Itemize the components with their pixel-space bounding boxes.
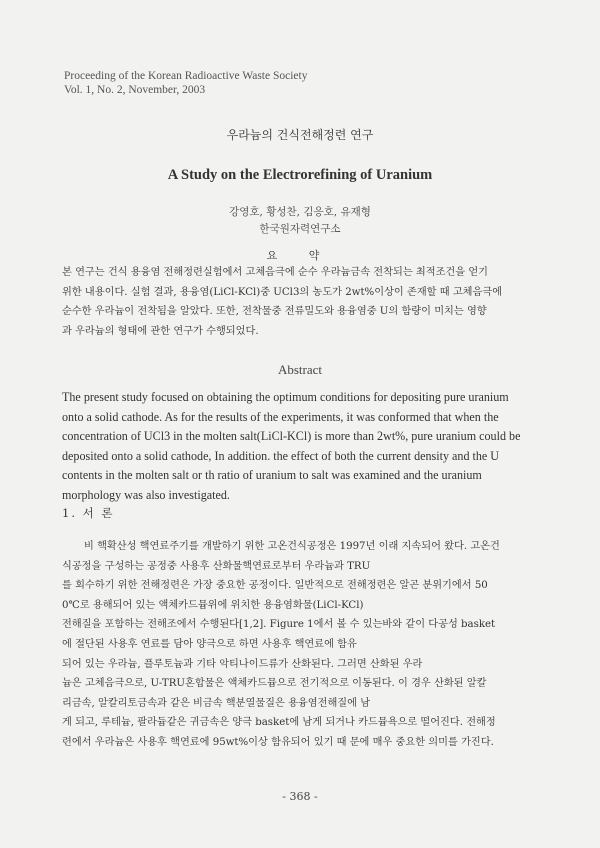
abstract-line: contents in the molten salt or th ratio of uranium to salt was examined and the uranium	[62, 468, 482, 482]
journal-header	[64, 69, 307, 97]
abstract-line: The present study focused on obtaining the optimum conditions for depositing pure uranium	[62, 390, 509, 404]
summary-line: 순수한 우라늄이 전착됨을 알았다. 또한, 전착물중 전류밀도와 용융염중 U의 함량이 미치는 영향	[62, 306, 487, 317]
body-line: 에 절단된 사용후 연료를 담아 양극으로 하면 사용후 핵연료에 함유	[62, 638, 357, 650]
abstract-line: deposited onto a solid cathode, In addition. the effect of both the current density and the U	[62, 448, 500, 463]
body-line: 리금속, 알칼리토금속과 같은 비금속 핵분열물질은 용융염전해질에 남	[62, 697, 371, 709]
korean-summary	[62, 263, 540, 341]
abstract-line: onto a solid cathode. As for the results of the experiments, it was conformed that when the	[62, 409, 499, 424]
summary-line: 위한 내용이다. 실험 결과, 용융염(LiCl-KCl)중 UCl3의 농도가 2wt%이상이 존재할 때 고체음극에	[62, 286, 503, 298]
page-number: - 368 -	[282, 790, 318, 803]
body-line: 련에서 우라늄은 사용후 핵연료에 95wt%이상 함유되어 있기 때 문에 매우 중요한 의미를 가진다.	[62, 736, 494, 748]
body-line: 0℃로 용해되어 있는 액체카드뮴위에 위치한 용융염화물(LiCl-KCl)	[62, 599, 364, 611]
body-line: 게 되고, 루테늄, 팔라듐같은 귀금속은 양극 basket에 남게 되거나 카드뮴욕으로 떨어진다. 전해정	[62, 717, 496, 729]
body-line: 되어 있는 우라늄, 플루토늄과 기타 악티나이드류가 산화된다. 그러면 산화된 우라	[62, 658, 423, 670]
body-line: 식공정을 구성하는 공정중 사용후 산화물핵연료로부터 우라늄과 TRU	[62, 560, 371, 572]
affiliation: 한국원자력연구소	[259, 223, 341, 235]
summary-heading: 요 약	[266, 249, 334, 262]
abstract-line: morphology was also investigated.	[62, 487, 230, 502]
english-abstract	[62, 388, 542, 505]
journal-name: Proceeding of the Korean Radioactive Waste Society	[64, 70, 308, 82]
summary-line: 본 연구는 건식 용융염 전해정련실험에서 고체음극에 순수 우라늄금속 전착되는 최적조건을 얻기	[62, 267, 489, 278]
summary-line: 과 우라늄의 형태에 관한 연구가 수행되었다.	[62, 325, 259, 337]
section-heading: 1. 서 론	[62, 506, 115, 520]
author-names: 강영호, 황성찬, 김응호, 유재형	[229, 206, 371, 218]
body-line: 비 핵확산성 핵연료주기를 개발하기 위한 고온건식공정은 1997년 이래 지속되어 왔다. 고온건	[84, 541, 500, 552]
abstract-line: concentration of UCl3 in the molten salt(LiCl-KCl) is more than 2wt%, pure uranium could be	[62, 429, 521, 443]
abstract-heading: Abstract	[277, 362, 323, 377]
english-title: A Study on the Electrorefining of Uranium	[167, 167, 433, 183]
author-block	[0, 204, 600, 238]
body-line: 늄은 고체음극으로, U-TRU혼합물은 액체카드뮴으로 전기적으로 이동된다. 이 경우 산화된 알칼	[62, 678, 487, 690]
introduction-body	[62, 537, 544, 753]
journal-volume: Vol. 1, No. 2, November, 2003	[64, 84, 206, 96]
body-line: 전해질을 포함하는 전해조에서 수행된다[1,2]. Figure 1에서 볼 수 있는바와 같이 다공성 basket	[62, 619, 496, 631]
body-line: 를 회수하기 위한 전해정련은 가장 중요한 공정이다. 일반적으로 전해정련은 알곤 분위기에서 50	[62, 580, 488, 592]
korean-title: 우라늄의 건식전해정련 연구	[226, 128, 374, 142]
